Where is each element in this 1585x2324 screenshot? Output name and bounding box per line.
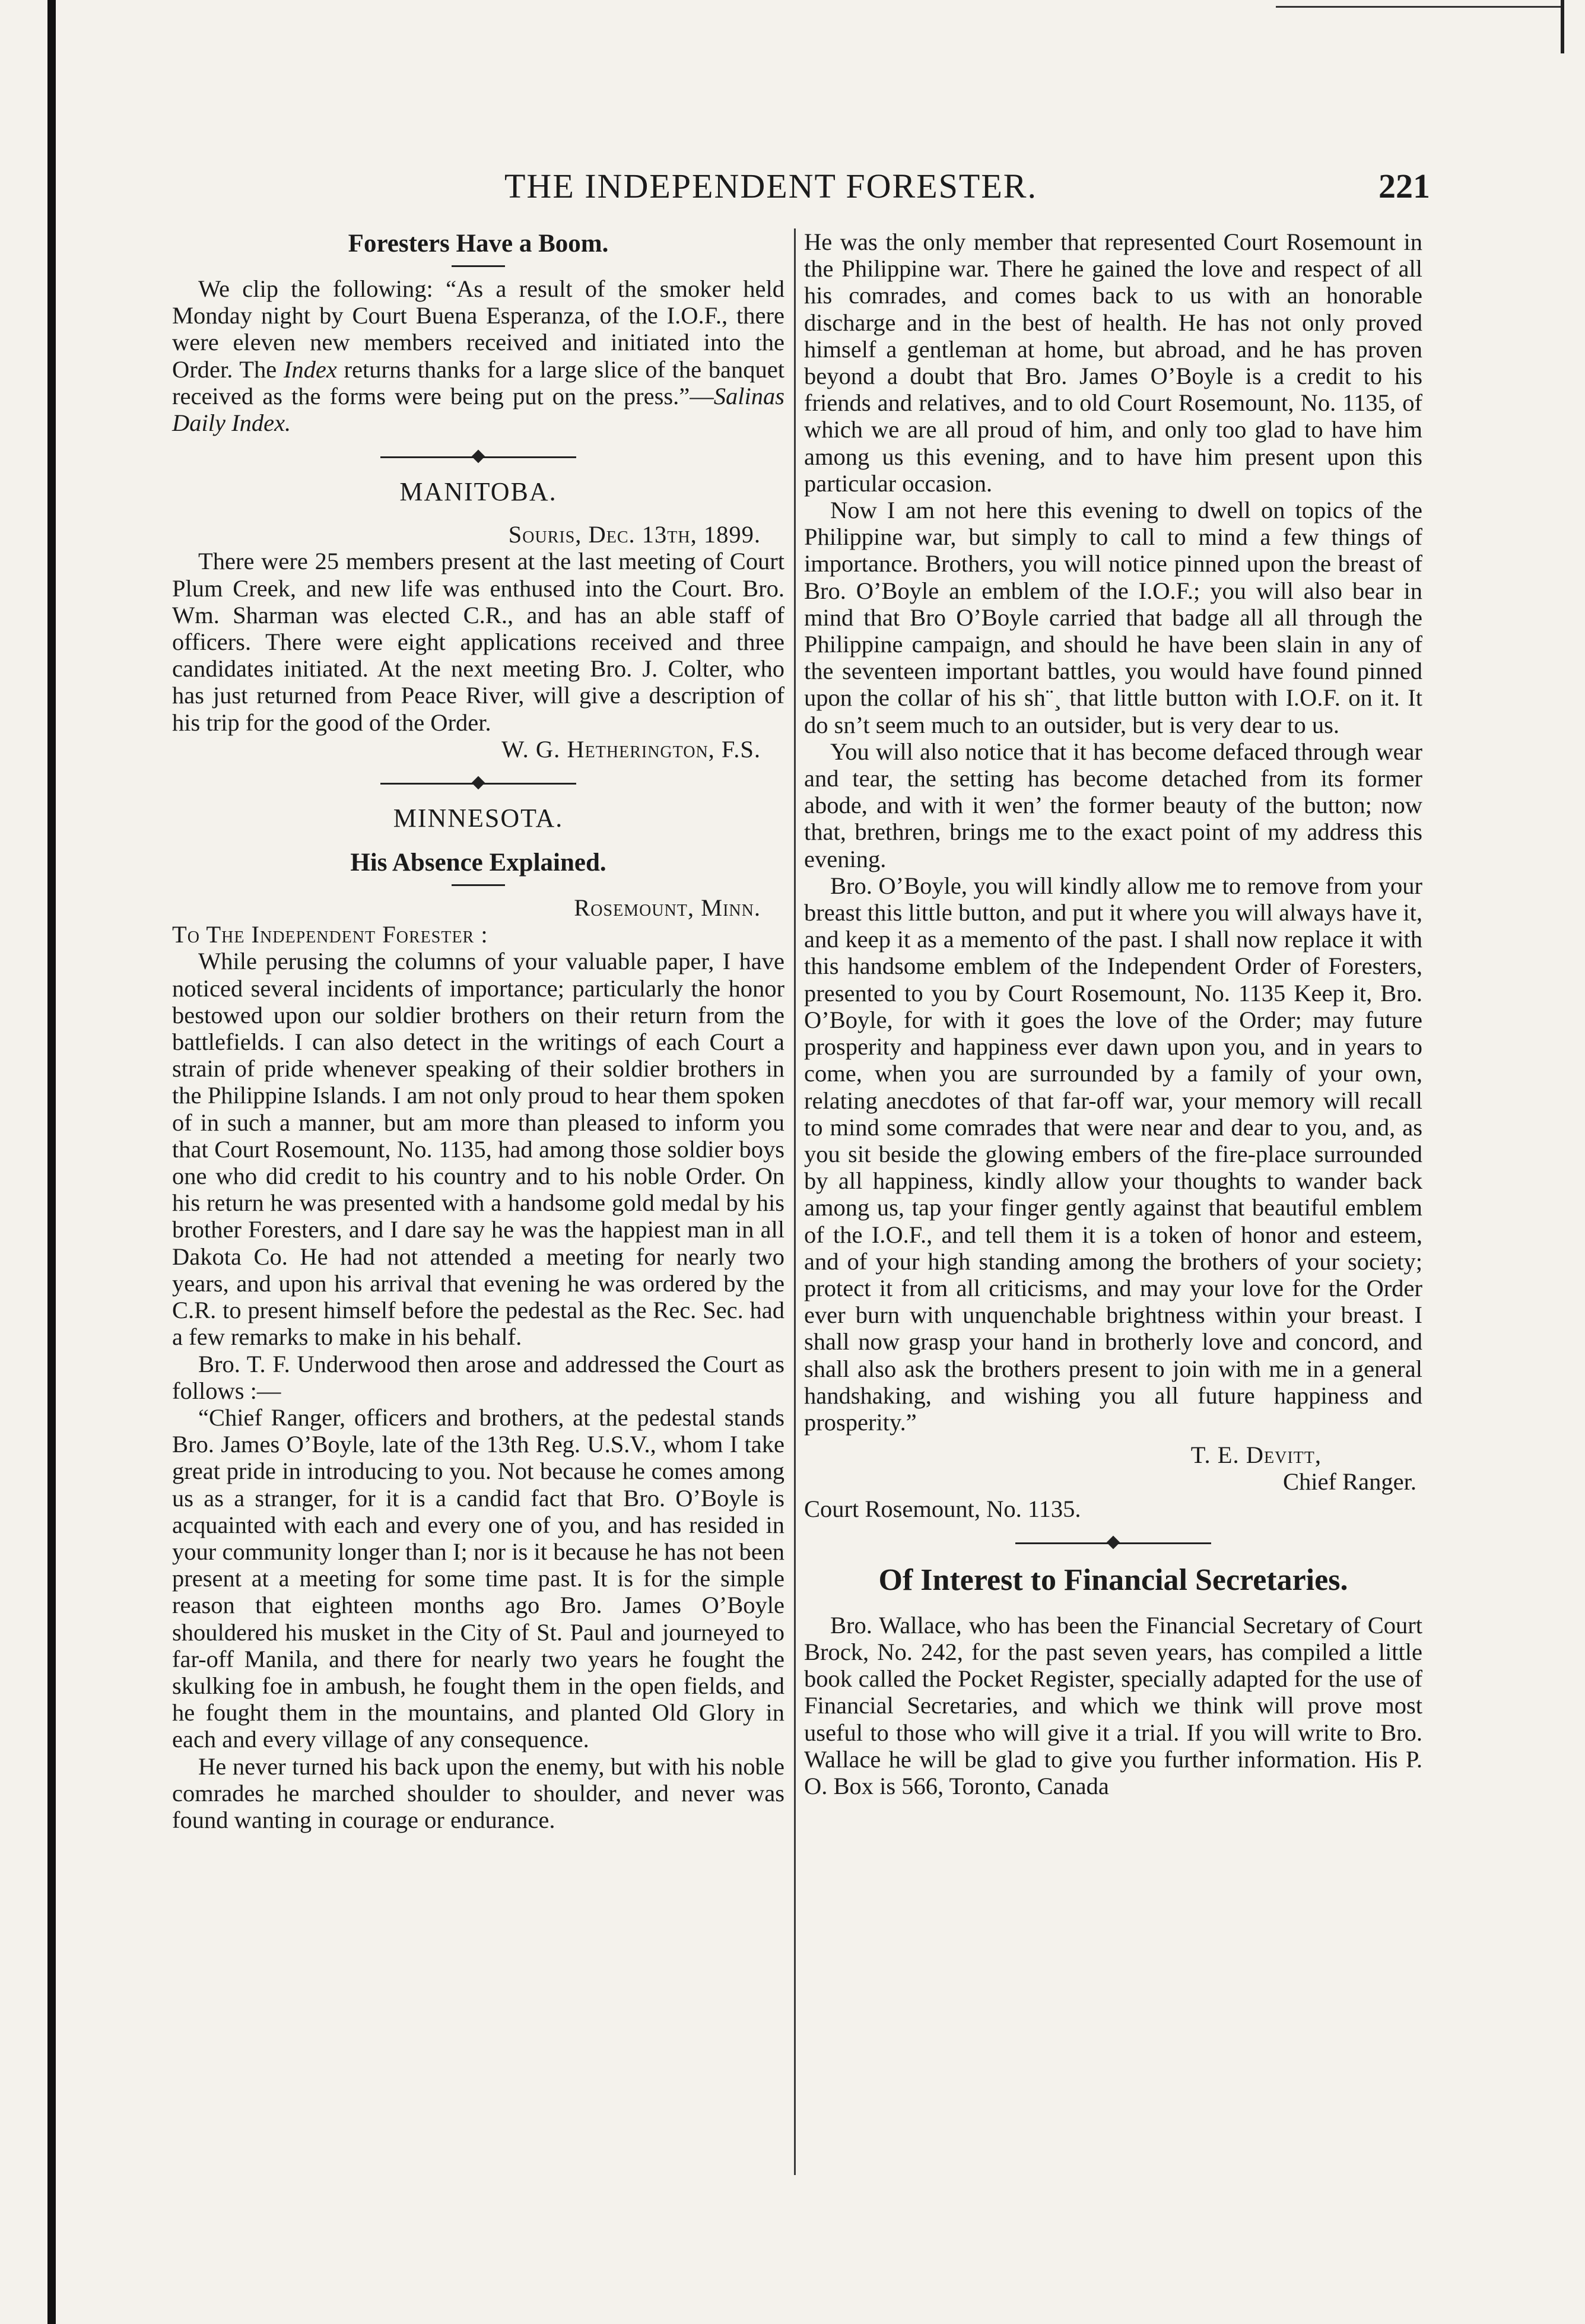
boom-text-continued: returns thanks for a large slice of the banquet received as the forms were being put on the press.”—: [172, 355, 784, 409]
speech-paragraph-3: You will also notice that it has become defaced through wear and tear, the setting has become detached from its former abode, and with it wen’ the former beauty of the button; now that, brethren, brings me to the exact point of my address this evening.: [804, 738, 1422, 872]
speech-paragraph-4: Bro. O’Boyle, you will kindly allow me to remove from your breast this little button, and put it where you will always have it, and keep it as a memento of the past. I shall now replace it with this handsome emblem of the Independent Order of Foresters, presented to you by Court Rosemount, No. 1135 Keep it, Bro. O’Boyle, for with it goes the love of the Order; may future prosperity and happiness ever dawn upon you, and in years to come, when you are surrounded by a family of your own, relating anecdotes of that far-off war, your memory will recall to mind some comrades that were near and dear to you, and, as you sit beside the glowing embers of the fire-place surrounded by all happiness, kindly allow your thoughts to wander back among us, tap your finger gently against that beautiful emblem of the I.O.F., and tell them it is a token of honor and esteem, and of your high standing among the brothers of your society; protect it from all criticisms, and may your love for the Order ever burn with unquenchable brightness within your breast. I shall now grasp your hand in brotherly love and concord, and shall also ask the brothers present to join with me in a general handshaking, and wishing you all future happiness and prosperity.”: [804, 872, 1422, 1436]
right-edge-mark: [1561, 0, 1564, 53]
boom-index-title: Index: [283, 355, 337, 383]
absence-paragraph-2: Bro. T. F. Underwood then arose and addressed the Court as follows :—: [172, 1350, 784, 1404]
interest-heading: Of Interest to Financial Secretaries.: [878, 1563, 1348, 1597]
minnesota-heading: MINNESOTA.: [393, 804, 564, 833]
signature-title: Chief Ranger.: [1283, 1468, 1416, 1496]
binding-edge-rule: [47, 0, 56, 2324]
signature-name: [804, 1442, 1422, 1468]
manitoba-signature: W. G. Hetherington, F.S.: [501, 735, 761, 763]
left-column: [172, 228, 784, 1833]
short-divider: [452, 884, 505, 886]
speech-paragraph-1: He was the only member that represented Court Rosemount in the Philippine war. There he gained the love and respect of all his comrades, and comes back to us with an honorable discharge and in the best of health. He has not only proved himself a gentleman at home, but abroad, and he has proven beyond a doubt that Bro. James O’Boyle is a credit to his friends and relatives, and to old Court Rosemount, No. 1135, of which we are all proud of him, and only too glad to have him among us this evening, and to have him present upon this particular occasion.: [804, 228, 1422, 497]
divider-diamond: [472, 450, 485, 463]
absence-paragraph-3: “Chief Ranger, officers and brothers, at the pedestal stands Bro. James O’Boyle, late of the 13th Reg. U.S.V., whom I take great pride in introducing to you. Not because he comes among us as a stranger, for it is a candid fact that Bro. O’Boyle is acquainted with each and every one of you, and has resided in your community longer than I; nor is it because he has not been present at a meeting for some time past. It is for the simple reason that eighteen months ago Bro. James O’Boyle shouldered his musket in the City of St. Paul and journeyed to far-off Manila, and there for nearly two years he fought the skulking foe in ambush, he fought them in the open fields, and he fought them in the mountains, and planted Old Glory in each and every village of any consequence.: [172, 1404, 784, 1753]
absence-paragraph-4: He never turned his back upon the enemy, but with his noble comrades he marched shoulder to shoulder, and never was found wanting in courage or endurance.: [172, 1752, 784, 1833]
absence-salutation: To The Independent Forester :: [172, 921, 488, 948]
page-number: 221: [1378, 167, 1430, 205]
top-edge-line: [1276, 6, 1561, 8]
boom-source: Salinas Daily Index.: [172, 382, 784, 437]
absence-dateline: Rosemount, Minn.: [574, 894, 761, 922]
ornamental-divider: [380, 456, 576, 458]
short-divider: [452, 265, 505, 267]
manitoba-dateline: Souris, Dec. 13th, 1899.: [508, 521, 761, 548]
signature-court: Court Rosemount, No. 1135.: [804, 1495, 1081, 1522]
running-head: [172, 166, 1430, 214]
divider-diamond: [1107, 1535, 1120, 1549]
boom-text: We clip the following: “As a result of the smoker held Monday night by Court Buena Esperanza, of the I.O.F., there were eleven new members received and initiated into the Order. The: [172, 275, 784, 383]
speech-paragraph-2: Now I am not here this evening to dwell on topics of the Philippine war, but simply to call to mind a few things of importance. Brothers, you will notice pinned upon the breast of Bro. O’Boyle an emblem of the I.O.F.; you will also bear in mind that Bro O’Boyle carried that badge all all through the Philippine campaign, and should he have been slain in any of the seventeen important battles, you would have found pinned upon the collar of his sh¨¸ that little button with I.O.F. on it. It do sn’t seem much to an outsider, but is very dear to us.: [804, 497, 1422, 738]
ornamental-divider: [1015, 1542, 1211, 1544]
ornamental-divider: [380, 783, 576, 785]
signature-name-text: T. E. Devitt,: [1190, 1442, 1322, 1469]
boom-heading: Foresters Have a Boom.: [348, 230, 609, 258]
interest-paragraph: Bro. Wallace, who has been the Financial Secretary of Court Brock, No. 242, for the past seven years, has compiled a little book called the Pocket Register, specially adapted for the use of Financial Secretaries, and which we think will prove most useful to those who will give it a trial. If you will write to Bro. Wallace he will be glad to give you further information. His P. O. Box is 566, Toronto, Canada: [804, 1611, 1422, 1799]
running-title: THE INDEPENDENT FORESTER.: [504, 167, 1037, 205]
column-divider: [794, 228, 796, 2175]
manitoba-heading: MANITOBA.: [399, 477, 557, 507]
boom-paragraph: [172, 275, 784, 436]
right-column: [804, 228, 1422, 1799]
manitoba-paragraph: There were 25 members present at the last meeting of Court Plum Creek, and new life was enthused into the Court. Bro. Wm. Sharman was elected C.R., and has an able staff of officers. There were eight applications received and three candidates initiated. At the next meeting Bro. J. Colter, who has just returned from Peace River, will give a description of his trip for the good of the Order.: [172, 548, 784, 736]
divider-diamond: [472, 776, 485, 790]
absence-paragraph-1: While perusing the columns of your valuable paper, I have noticed several incidents of importance; particularly the honor bestowed upon our soldier brothers on their return from the battlefields. I can also detect in the writings of each Court a strain of pride whenever speaking of their soldier brothers in the Philippine Islands. I am not only proud to hear them spoken of in such a manner, but am more than pleased to inform you that Court Rosemount, No. 1135, had among those soldier boys one who did credit to his country and to his noble Order. On his return he was presented with a handsome gold medal by his brother Foresters, and I dare say he was the happiest man in all Dakota Co. He had not attended a meeting for nearly two years, and upon his arrival that evening he was ordered by the C.R. to present himself before the pedestal as the Rec. Sec. had a few remarks to make in his behalf.: [172, 948, 784, 1351]
absence-heading: His Absence Explained.: [350, 849, 606, 877]
